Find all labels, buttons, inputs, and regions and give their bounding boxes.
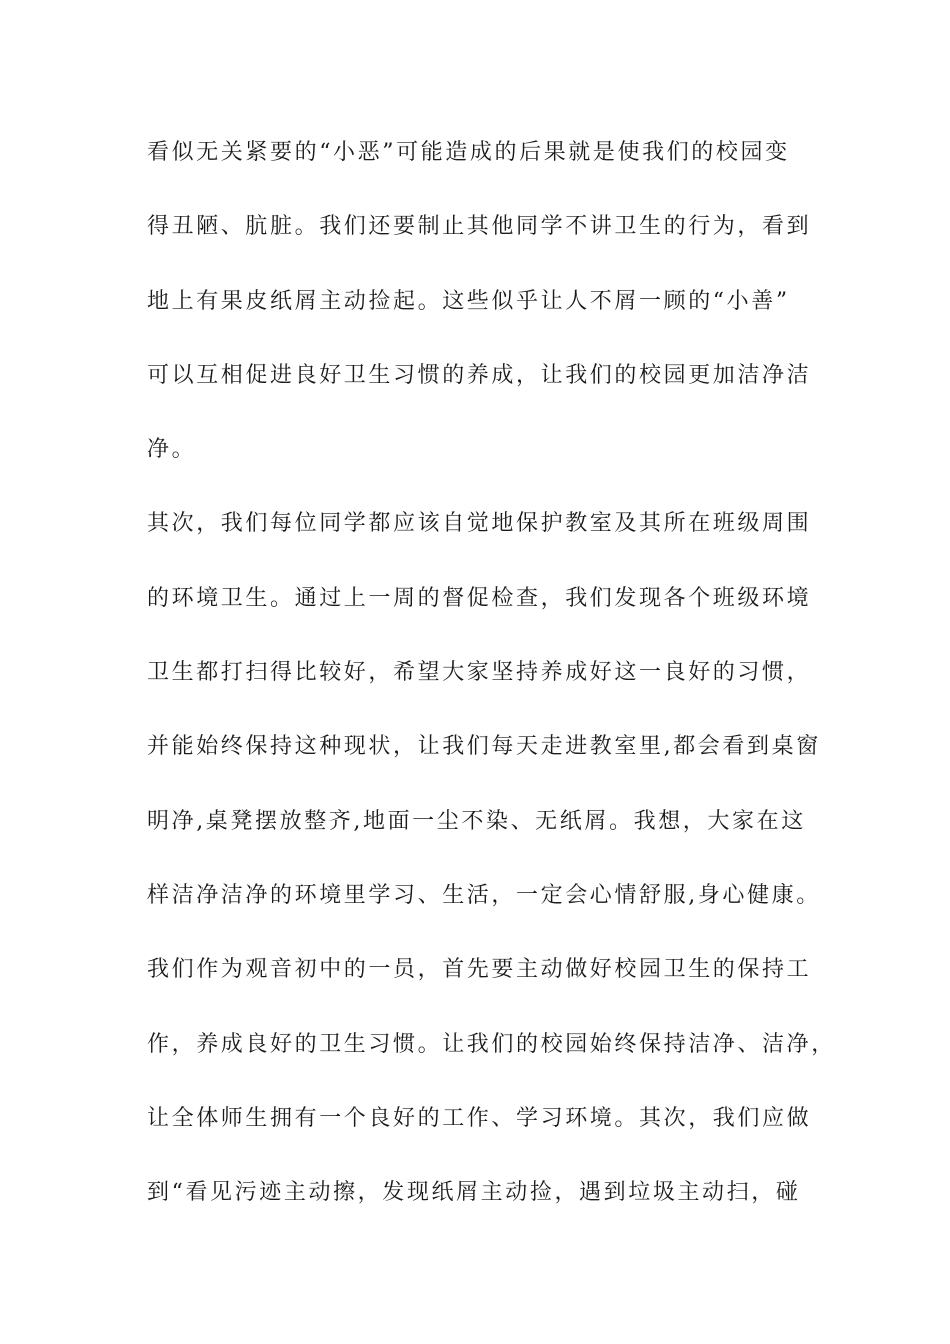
text-line: 作，养成良好的卫生习惯。让我们的校园始终保持洁净、洁净， xyxy=(147,1031,836,1057)
text-line: 净。 xyxy=(147,437,197,463)
body-text xyxy=(147,128,836,1242)
text-line: 的环境卫生。通过上一周的督促检查，我们发现各个班级环境 xyxy=(147,585,812,611)
text-line: 让全体师生拥有一个良好的工作、学习环境。其次，我们应做 xyxy=(147,1105,812,1131)
text-line: 卫生都打扫得比较好，希望大家坚持养成好这一良好的习惯， xyxy=(147,660,812,686)
text-line: 到“看见污迹主动擦，发现纸屑主动捡，遇到垃圾主动扫，碰 xyxy=(147,1180,801,1206)
text-line: 我们作为观音初中的一员，首先要主动做好校园卫生的保持工 xyxy=(147,957,812,983)
text-line: 得丑陋、肮脏。我们还要制止其他同学不讲卫生的行为，看到 xyxy=(147,214,812,240)
text-line: 看似无关紧要的“小恶”可能造成的后果就是使我们的校园变 xyxy=(147,140,790,165)
text-line: 明净,桌凳摆放整齐,地面一尘不染、无纸屑。我想，大家在这 xyxy=(147,808,806,834)
text-line: 样洁净洁净的环境里学习、生活，一定会心情舒服,身心健康。 xyxy=(147,882,821,908)
text-line: 地上有果皮纸屑主动捡起。这些似乎让人不屑一顾的“小善” xyxy=(147,288,790,314)
text-line: 可以互相促进良好卫生习惯的养成，让我们的校园更加洁净洁 xyxy=(147,362,812,388)
text-line: 其次，我们每位同学都应该自觉地保护教室及其所在班级周围 xyxy=(147,511,812,537)
text-line: 并能始终保持这种现状，让我们每天走进教室里,都会看到桌窗 xyxy=(147,734,821,760)
